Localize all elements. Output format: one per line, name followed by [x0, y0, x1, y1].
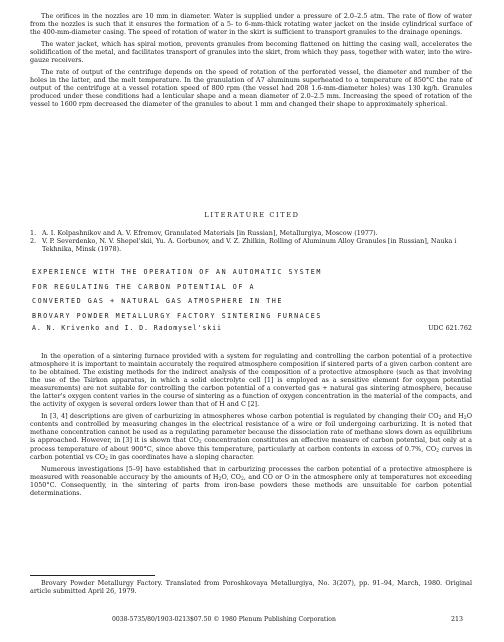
copyright-line: 0038-5735/80/1903-0213$07.50 © 1980 Plenum Publishing Corporation — [112, 616, 336, 623]
authors: A. N. Krivenko and I. D. Radomysel'skii — [32, 324, 222, 332]
title-line: FOR REGULATING THE CARBON POTENTIAL OF A — [32, 282, 256, 291]
article-body — [30, 352, 472, 497]
reference-text: A. I. Kolpashnikov and A. V. Efremov, Granulated Materials [in Russian], Metallurgiya, Moscow (1977). — [42, 229, 378, 237]
reference-list — [30, 229, 472, 253]
title-line: EXPERIENCE WITH THE OPERATION OF AN AUTOMATIC SYSTEM — [32, 268, 322, 276]
body-paragraph-2: In [3, 4] descriptions are given of carburizing in atmospheres whose carbon potential is regulated by changing their $CO_2$ and $H_2O$ contents and controlled by measuring changes in the electrical resistance of a wire or foil undergoing carburizing. It is noted that methane concentration cannot be used as a regulating parameter because the dissociation rate of methane slows down as equilibrium is approached. However, in [3] it is shown that $CO_2$ concentration constitutes an effective measure of carbon potential, but only at a process temperature of about 900°C, since above this temperature, particularly at carbon contents in excess of 0.7%, $CO_2$ curves in carbon potential vs $CO_2$ in gas coordinates have a sloping character. — [30, 412, 472, 462]
intro-paragraph-2: The water jacket, which has spiral motion, prevents granules from becoming flattened on hitting the casing wall, accelerates the solidification of the metal, and facilitates transport of granules into the skirt, from which they pass, together with water, into the wire-gauze receivers. — [30, 40, 472, 65]
reference-number: 2. — [30, 237, 37, 246]
udc-code: UDC 621.762 — [428, 324, 472, 332]
footnote-text: Brovary Powder Metallurgy Factory. Translated from Poroshkovaya Metallurgiya, No. 3(207), pp. 91–94, March, 1980. Original article submitted April 26, 1979. — [30, 579, 472, 596]
reference-item — [30, 229, 472, 237]
title-line: BROVARY POWDER METALLURGY FACTORY SINTERING FURNACES — [32, 311, 322, 320]
reference-text: V. P. Severdenko, N. V. Shepel'skii, Yu. A. Gorbunov, and V. Z. Zhilkin, Rolling of Aluminum Alloy Granules [in Russian], Nauka i Tekhnika, Minsk (1978). — [42, 237, 457, 254]
literature-heading: LITERATURE CITED — [204, 211, 300, 219]
page-number: 213 — [451, 616, 464, 623]
body-paragraph-1: In the operation of a sintering furnace provided with a system for regulating and controlling the carbon potential of a protective atmosphere it is important to maintain accurately the required atmosphere composition if sintered parts of a given carbon content are to be obtained. The existing methods for the indirect analysis of the composition of a protective atmosphere (such as that involving the use of the Tsirkon apparatus, in which a solid electrolyte cell [1] is employed as a sensitive element for oxygen potential measurements) are not suitable for controlling the carbon potential of a converted gas + natural gas sintering atmosphere, because the latter's oxygen content varies in the course of sintering as a function of oxygen concentration in the material of the compacts, and the activity of oxygen is several orders lower than that of H and C [2]. — [30, 352, 472, 409]
intro-paragraph-1: The orifices in the nozzles are 10 mm in diameter. Water is supplied under a pressure of 2.0–2.5 atm. The rate of flow of water from the nozzles is such that it ensures the formation of a 5- to 6-mm-thick rotating water jacket on the inside cylindrical surface of the 400-mm-diameter casing. The speed of rotation of water in the skirt is sufficient to transport granules to the drainage openings. — [30, 12, 472, 37]
article-title — [32, 265, 472, 323]
reference-number: 1. — [30, 229, 37, 237]
intro-section — [30, 12, 472, 109]
byline — [32, 324, 472, 336]
footnote-divider — [30, 575, 155, 576]
footnote — [30, 579, 472, 595]
reference-item — [30, 237, 472, 253]
body-paragraph-3: Numerous investigations [5–9] have established that in carburizing processes the carbon potential of a protective atmosphere is measured with reasonable accuracy by the amounts of $H_2O$, $CO_2$, and CO or O in the atmosphere only at temperatures not exceeding 1050°C. Consequently, in the sintering of parts from iron-base powders these methods are unsuitable for carbon potential determinations. — [30, 464, 472, 497]
title-line: CONVERTED GAS + NATURAL GAS ATMOSPHERE IN THE — [32, 297, 283, 306]
intro-paragraph-3: The rate of output of the centrifuge depends on the speed of rotation of the perforated vessel, the diameter and number of the holes in the latter, and the melt temperature. In the granulation of A7 aluminum superheated to a temperature of 850°C the rate of output of the centrifuge at a vessel rotation speed of 800 rpm (the vessel had 208 1.6-mm-diameter holes) was 130 kg/h. Granules produced under these conditions had a lenticular shape and a mean diameter of 2.0–2.5 mm. Increasing the speed of rotation of the vessel to 1600 rpm decreased the diameter of the granules to about 1 mm and changed their shape to approximately spherical. — [30, 68, 472, 109]
